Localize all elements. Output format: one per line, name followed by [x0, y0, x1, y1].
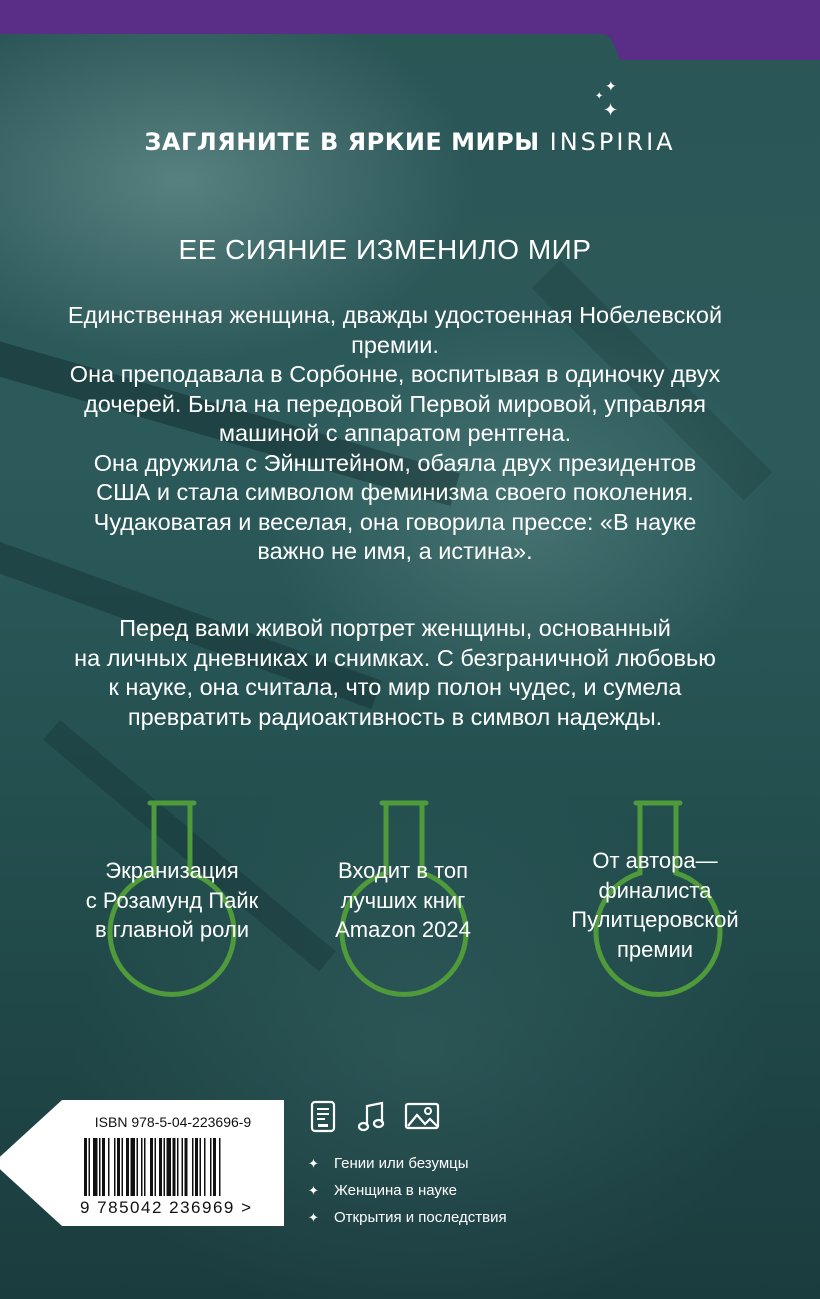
- paragraph-line: США и стала символом феминизма своего поколения.: [96, 479, 694, 505]
- barcode-bar: [164, 1138, 166, 1196]
- paragraph-line: Единственная женщина, дважды удостоенная Нобелевской: [67, 302, 723, 328]
- isbn-barcode-block: [62, 1100, 284, 1226]
- star-icon: ✦: [308, 1156, 319, 1171]
- feature-line: с Розамунд Пайк: [85, 887, 259, 913]
- feature-line: Экранизация: [105, 858, 239, 883]
- barcode-bar: [210, 1138, 212, 1196]
- barcode-bar: [200, 1138, 202, 1196]
- barcode-bar: [102, 1138, 105, 1196]
- genre-tag-label: Гении или безумцы: [334, 1155, 469, 1172]
- star-icon: ✦: [308, 1183, 319, 1198]
- publisher-logo: INSPIRIA: [549, 128, 676, 156]
- isbn-label: ISBN 978-5-04-223696-9: [94, 1114, 252, 1130]
- sparkle-icon: ✦: [605, 79, 617, 95]
- paragraph-line: Чудаковатая и веселая, она говорила прессе: «В науке: [93, 508, 697, 535]
- genre-tag-list: [308, 1155, 507, 1236]
- paragraph-line: премии.: [351, 331, 439, 358]
- feature-line: в главной роли: [95, 917, 249, 942]
- feature-line: Входит в топ: [337, 858, 469, 883]
- genre-tag: [308, 1182, 507, 1209]
- feature-amazon-top: [288, 856, 518, 945]
- barcode-bar: [122, 1138, 124, 1196]
- feature-line: премии: [616, 936, 694, 962]
- barcode-bar: [192, 1138, 194, 1196]
- barcode-bar: [144, 1138, 146, 1196]
- brand-slogan: [0, 128, 820, 156]
- paragraph-line: к науке, она считала, что мир полон чудес, и сумела: [108, 674, 682, 700]
- paragraph-line: Перед вами живой портрет женщины, основанный: [119, 615, 671, 641]
- audiobook-icon: [356, 1100, 388, 1134]
- description-paragraph: [20, 301, 770, 567]
- image-icon: [404, 1100, 440, 1134]
- barcode-bar: [213, 1138, 216, 1196]
- feature-line: Amazon 2024: [335, 917, 471, 942]
- barcode-bar: [182, 1138, 184, 1196]
- star-icon: ✦: [308, 1210, 319, 1225]
- feature-line: От автора—: [592, 848, 718, 873]
- sparkle-icon: ✦: [595, 91, 604, 102]
- paragraph-line: дочерей. Была на передовой Первой мировой, управляя: [84, 390, 706, 417]
- ebook-icon: [308, 1100, 340, 1134]
- barcode-bar: [117, 1138, 120, 1196]
- barcode-bar: [167, 1138, 172, 1196]
- barcode-bar: [185, 1138, 188, 1196]
- barcode-bar: [173, 1138, 176, 1196]
- paragraph-line: машиной с аппаратом рентгена.: [218, 420, 572, 446]
- genre-tag-label: Женщина в науке: [334, 1182, 457, 1199]
- barcode-bar: [150, 1138, 153, 1196]
- barcode-bar: [131, 1138, 136, 1196]
- barcode-bar: [177, 1138, 179, 1196]
- barcode-bar: [204, 1138, 206, 1196]
- barcode-bar: [84, 1138, 87, 1196]
- brand-tagline: ЗАГЛЯНИТЕ В ЯРКИЕ МИРЫ: [144, 128, 540, 156]
- feature-screen-adaptation: [57, 856, 287, 945]
- barcode-bar: [155, 1138, 157, 1196]
- barcode-bar: [108, 1138, 110, 1196]
- paragraph-line: Она преподавала в Сорбонне, воспитывая в одиночку двух: [69, 361, 721, 387]
- barcode-bar: [89, 1138, 91, 1196]
- isbn-digits: 9 785042 236969 >: [80, 1198, 253, 1217]
- paragraph-line: важно не имя, а истина».: [257, 538, 533, 564]
- description-paragraph-2: [20, 614, 770, 732]
- sparkle-icon: ✦: [603, 100, 619, 121]
- barcode: [84, 1138, 264, 1198]
- barcode-bar: [141, 1138, 143, 1196]
- feature-line: лучших книг: [340, 887, 466, 913]
- publisher-color-band: [0, 0, 820, 34]
- paragraph-line: на личных дневниках и снимках. С безграничной любовью: [74, 644, 716, 671]
- feature-line: финалиста: [598, 877, 712, 903]
- barcode-bar: [93, 1138, 98, 1196]
- barcode-bar: [137, 1138, 139, 1196]
- genre-tag-label: Открытия и последствия: [334, 1209, 507, 1226]
- barcode-arrow: [0, 1100, 62, 1226]
- barcode-bar: [159, 1138, 162, 1196]
- paragraph-line: Она дружила с Эйнштейном, обаяла двух президентов: [93, 449, 697, 476]
- genre-tag: [308, 1209, 507, 1236]
- barcode-bar: [219, 1138, 221, 1196]
- barcode-bar: [126, 1138, 129, 1196]
- barcode-bar: [99, 1138, 101, 1196]
- feature-pulitzer-finalist: [540, 846, 770, 964]
- barcode-bar: [114, 1138, 116, 1196]
- barcode-bar: [195, 1138, 198, 1196]
- headline: ЕЕ СИЯНИЕ ИЗМЕНИЛО МИР: [178, 234, 592, 265]
- paragraph-line: превратить радиоактивность в символ надежды.: [127, 703, 663, 730]
- feature-line: Пулитцеровской: [571, 907, 739, 932]
- publisher-color-band-notch: [598, 30, 820, 60]
- genre-tag: [308, 1155, 507, 1182]
